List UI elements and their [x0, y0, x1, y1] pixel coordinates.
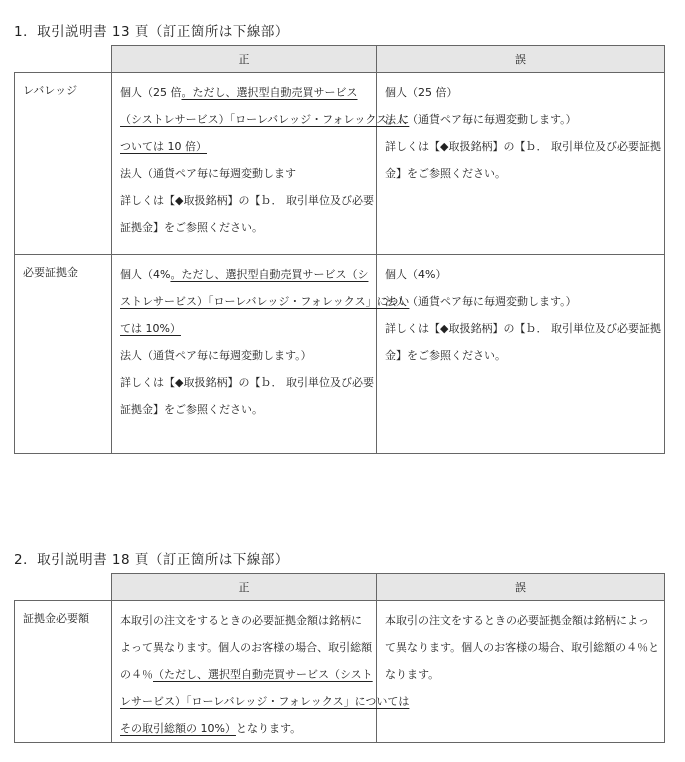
text-line	[120, 288, 410, 315]
text-line	[385, 607, 658, 634]
wrong-text	[377, 601, 664, 688]
text-line	[120, 187, 374, 214]
row-label-cell	[15, 73, 112, 255]
header-correct: 正	[112, 46, 377, 73]
underlined-text: ては 10%）	[120, 322, 181, 335]
correct-text	[112, 601, 410, 742]
text-segment: 個人（25 倍）	[385, 86, 458, 99]
wrong-text	[377, 255, 664, 369]
text-segment: 法人（通貨ペア毎に毎週変動します。）	[385, 295, 577, 308]
text-line	[120, 634, 373, 661]
text-line	[120, 160, 370, 187]
text-line	[385, 261, 658, 288]
text-segment: よって異なります。個人のお客様の場合、取引総額	[120, 641, 373, 654]
underlined-text: 。ただし、選択型自動売買サービス（シ	[170, 268, 369, 281]
header-correct: 正	[112, 574, 377, 601]
row-label: レバレッジ	[23, 84, 78, 97]
table-row	[15, 255, 665, 454]
text-segment: 本取引の注文をするときの必要証拠金額は銘柄によっ	[385, 614, 649, 627]
text-segment: 詳しくは【◆取扱銘柄】の【ｂ． 取引単位及び必要	[120, 194, 374, 207]
section1-heading: 1．取引説明書 13 頁（訂正箇所は下線部）	[14, 24, 289, 40]
text-segment: となります。	[235, 722, 302, 735]
text-line	[120, 106, 410, 133]
text-line	[385, 79, 658, 106]
section2-table	[14, 573, 665, 743]
text-line	[120, 79, 370, 106]
underlined-text: （ただし、選択型自動売買サービス（シスト	[153, 668, 373, 681]
header-wrong: 誤	[377, 574, 665, 601]
header-blank-cell	[15, 46, 112, 73]
text-segment: 法人（通貨ペア毎に毎週変動します。）	[120, 349, 312, 362]
text-segment: の４％	[120, 668, 153, 681]
underlined-text: その取引総額の 10%）	[120, 722, 236, 735]
text-line	[385, 288, 658, 315]
text-line	[120, 315, 370, 342]
header-blank-cell	[15, 574, 112, 601]
correct-cell	[112, 601, 410, 743]
text-line	[385, 634, 658, 661]
underlined-text: 。ただし、選択型自動売買サービス	[181, 86, 358, 99]
text-line	[120, 261, 370, 288]
underlined-text: ついては 10 倍）	[120, 140, 207, 153]
text-segment: 詳しくは【◆取扱銘柄】の【ｂ． 取引単位及び必要証拠	[385, 140, 661, 153]
text-segment: 詳しくは【◆取扱銘柄】の【ｂ． 取引単位及び必要	[120, 376, 374, 389]
wrong-cell	[377, 73, 665, 255]
text-line	[120, 715, 370, 742]
text-segment: て異なります。個人のお客様の場合、取引総額の４％と	[385, 641, 660, 654]
table-header-row	[15, 46, 665, 73]
underlined-text: レサービス）「ローレバレッジ・フォレックス」については	[120, 695, 410, 708]
text-segment: 証拠金】をご参照ください。	[120, 221, 263, 234]
underlined-text: （シストレサービス）「ローレバレッジ・フォレックス」に	[120, 113, 410, 126]
correct-text	[112, 73, 410, 241]
row-label-cell	[15, 601, 112, 743]
text-line	[385, 106, 658, 133]
wrong-cell	[377, 601, 665, 743]
text-line	[120, 688, 410, 715]
correct-cell	[112, 73, 410, 255]
section2-heading: 2．取引説明書 18 頁（訂正箇所は下線部）	[14, 552, 289, 568]
text-segment: 個人（4%	[120, 268, 171, 281]
text-segment: 金】をご参照ください。	[385, 349, 506, 362]
wrong-text	[377, 73, 664, 187]
text-segment: 詳しくは【◆取扱銘柄】の【ｂ． 取引単位及び必要証拠	[385, 322, 661, 335]
text-line	[120, 661, 373, 688]
section1-table	[14, 45, 665, 454]
correct-text	[112, 255, 410, 423]
text-segment: 個人（4%）	[385, 268, 447, 281]
text-segment: 本取引の注文をするときの必要証拠金額は銘柄に	[120, 614, 362, 627]
text-segment: 法人（通貨ペア毎に毎週変動します	[120, 167, 296, 180]
text-line	[385, 342, 658, 369]
text-line	[120, 133, 370, 160]
header-wrong: 誤	[377, 46, 665, 73]
text-line	[120, 369, 374, 396]
text-line	[385, 315, 661, 342]
table-row	[15, 601, 665, 743]
text-line	[385, 661, 658, 688]
text-line	[120, 214, 370, 241]
text-segment: 金】をご参照ください。	[385, 167, 506, 180]
text-line	[385, 160, 658, 187]
text-segment: 証拠金】をご参照ください。	[120, 403, 263, 416]
text-line	[120, 342, 370, 369]
text-line	[120, 396, 370, 423]
text-line	[120, 607, 370, 634]
wrong-cell	[377, 255, 665, 454]
text-segment: 法人（通貨ペア毎に毎週変動します。）	[385, 113, 577, 126]
correct-cell	[112, 255, 410, 454]
row-label: 証拠金必要額	[23, 612, 89, 625]
table-header-row	[15, 574, 665, 601]
table-row	[15, 73, 665, 255]
row-label: 必要証拠金	[23, 266, 78, 279]
text-segment: なります。	[385, 668, 440, 681]
text-line	[385, 133, 661, 160]
text-segment: 個人（25 倍	[120, 86, 182, 99]
underlined-text: ストレサービス）「ローレバレッジ・フォレックス」につい	[120, 295, 410, 308]
row-label-cell	[15, 255, 112, 454]
